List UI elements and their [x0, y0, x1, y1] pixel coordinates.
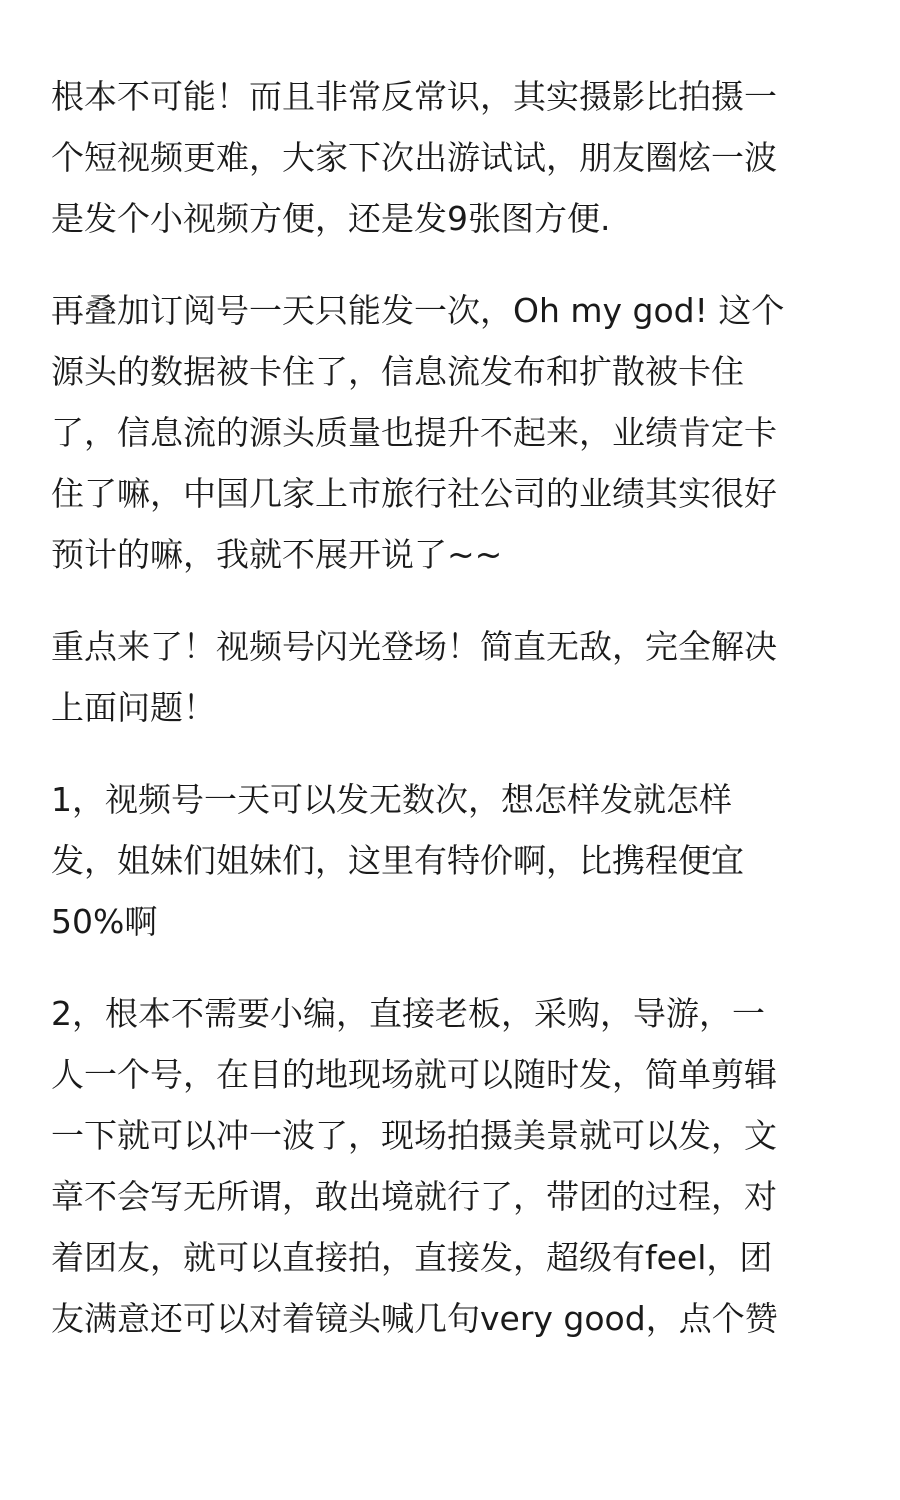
text-line: 是发个小视频方便，还是发9张图方便. [51, 199, 611, 238]
text-line: 友满意还可以对着镜头喊几句very good，点个赞 [51, 1299, 778, 1338]
paragraph-4 [51, 769, 851, 952]
text-line: 1，视频号一天可以发无数次，想怎样发就怎样 [51, 780, 732, 819]
text-line: 了，信息流的源头质量也提升不起来，业绩肯定卡 [51, 413, 777, 452]
text-line: 上面问题！ [51, 688, 216, 727]
text-line: 预计的嘛，我就不展开说了~~ [51, 535, 503, 574]
text-line: 重点来了！视频号闪光登场！简直无敌，完全解决 [51, 627, 777, 666]
text-line: 2，根本不需要小编，直接老板，采购，导游，一 [51, 994, 765, 1033]
text-line: 人一个号，在目的地现场就可以随时发，简单剪辑 [51, 1055, 777, 1094]
paragraph-1 [51, 66, 851, 249]
text-line: 再叠加订阅号一天只能发一次，Oh my god! 这个 [51, 291, 785, 330]
paragraph-5 [51, 983, 851, 1349]
article-body [51, 66, 851, 1380]
text-line: 章不会写无所谓，敢出境就行了，带团的过程，对 [51, 1177, 777, 1216]
text-line: 源头的数据被卡住了，信息流发布和扩散被卡住 [51, 352, 744, 391]
text-line: 根本不可能！而且非常反常识，其实摄影比拍摄一 [51, 77, 777, 116]
text-line: 着团友，就可以直接拍，直接发，超级有feel，团 [51, 1238, 773, 1277]
text-line: 住了嘛，中国几家上市旅行社公司的业绩其实很好 [51, 474, 777, 513]
text-line: 个短视频更难，大家下次出游试试，朋友圈炫一波 [51, 138, 777, 177]
text-line: 发，姐妹们姐妹们，这里有特价啊，比携程便宜 [51, 841, 744, 880]
paragraph-3 [51, 616, 851, 738]
paragraph-2 [51, 280, 851, 585]
text-line: 一下就可以冲一波了，现场拍摄美景就可以发，文 [51, 1116, 777, 1155]
text-line: 50%啊 [51, 902, 158, 941]
